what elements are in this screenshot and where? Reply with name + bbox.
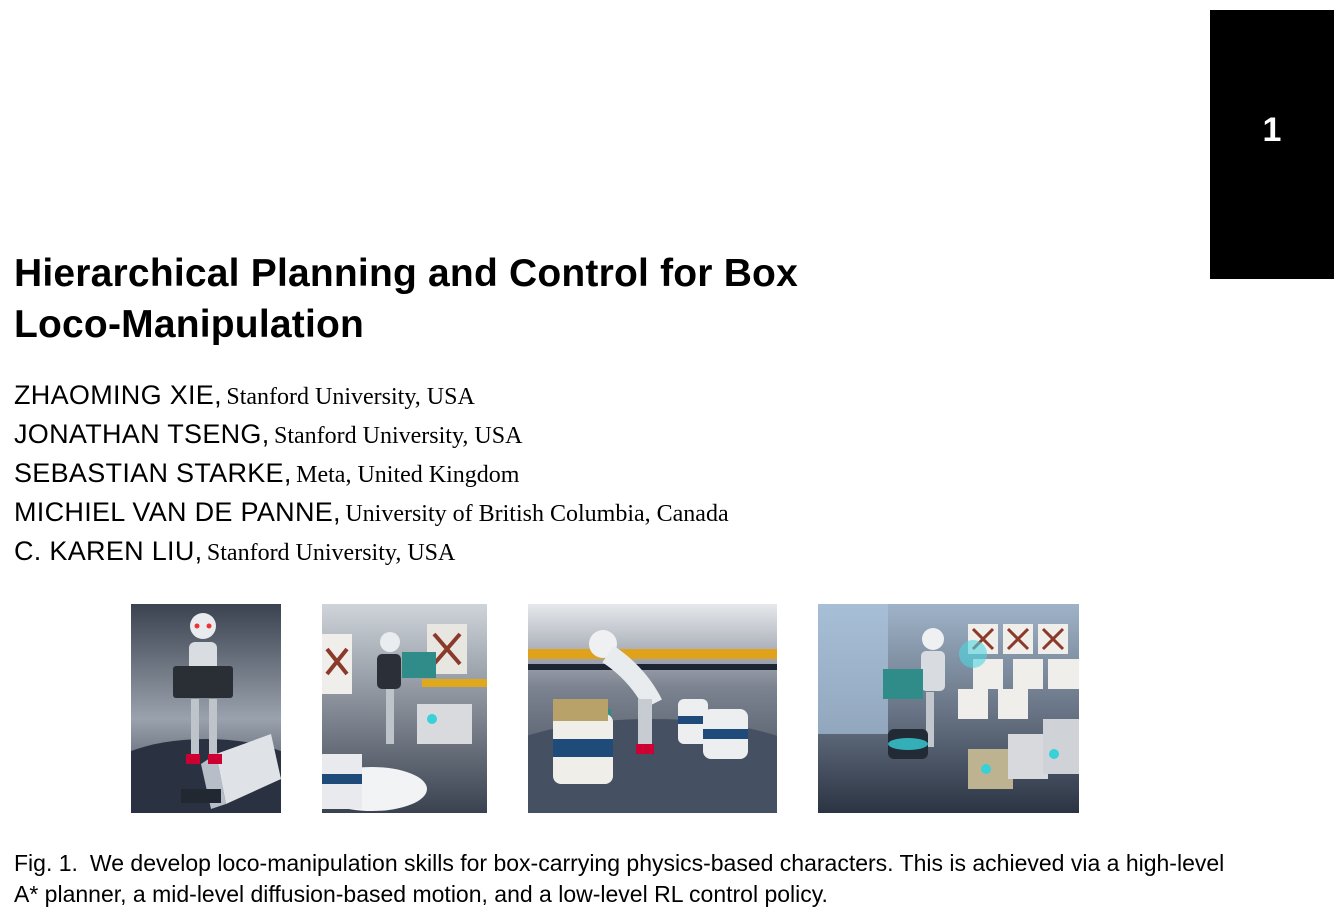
author-entry	[14, 454, 729, 493]
figure-panel-2	[322, 604, 487, 813]
figure-panel-3	[528, 604, 777, 813]
author-affiliation: Stanford University, USA	[206, 540, 456, 566]
author-affiliation: Stanford University, USA	[273, 423, 523, 449]
author-name: ZHAOMING XIE,	[14, 380, 222, 410]
author-name: C. KAREN LIU,	[14, 536, 203, 566]
author-entry	[14, 415, 729, 454]
author-entry	[14, 493, 729, 532]
author-affiliation: Meta, United Kingdom	[296, 462, 520, 488]
author-name: MICHIEL VAN DE PANNE,	[14, 497, 341, 527]
page-number: 1	[1262, 111, 1282, 149]
paper-title	[14, 248, 914, 350]
author-name: JONATHAN TSENG,	[14, 419, 270, 449]
title-line-2: Loco-Manipulation	[14, 303, 365, 346]
title-line-1: Hierarchical Planning and Control for Box	[14, 252, 798, 295]
figure-caption-text: We develop loco-manipulation skills for box-carrying physics-based characters. This is achieved via a high-level A* planner, a mid-level diffusion-based motion, and a low-level RL control policy.	[14, 850, 1225, 907]
figure-panel-4	[818, 604, 1079, 813]
figure-panel-1	[131, 604, 281, 813]
author-affiliation: University of British Columbia, Canada	[345, 501, 729, 527]
figure-caption	[14, 848, 1234, 910]
author-entry	[14, 532, 729, 571]
author-name: SEBASTIAN STARKE,	[14, 458, 292, 488]
author-affiliation: Stanford University, USA	[226, 384, 475, 410]
author-entry	[14, 376, 729, 415]
figure-label: Fig. 1.	[14, 850, 78, 876]
page-number-tab	[1210, 10, 1334, 279]
author-list	[14, 376, 729, 571]
